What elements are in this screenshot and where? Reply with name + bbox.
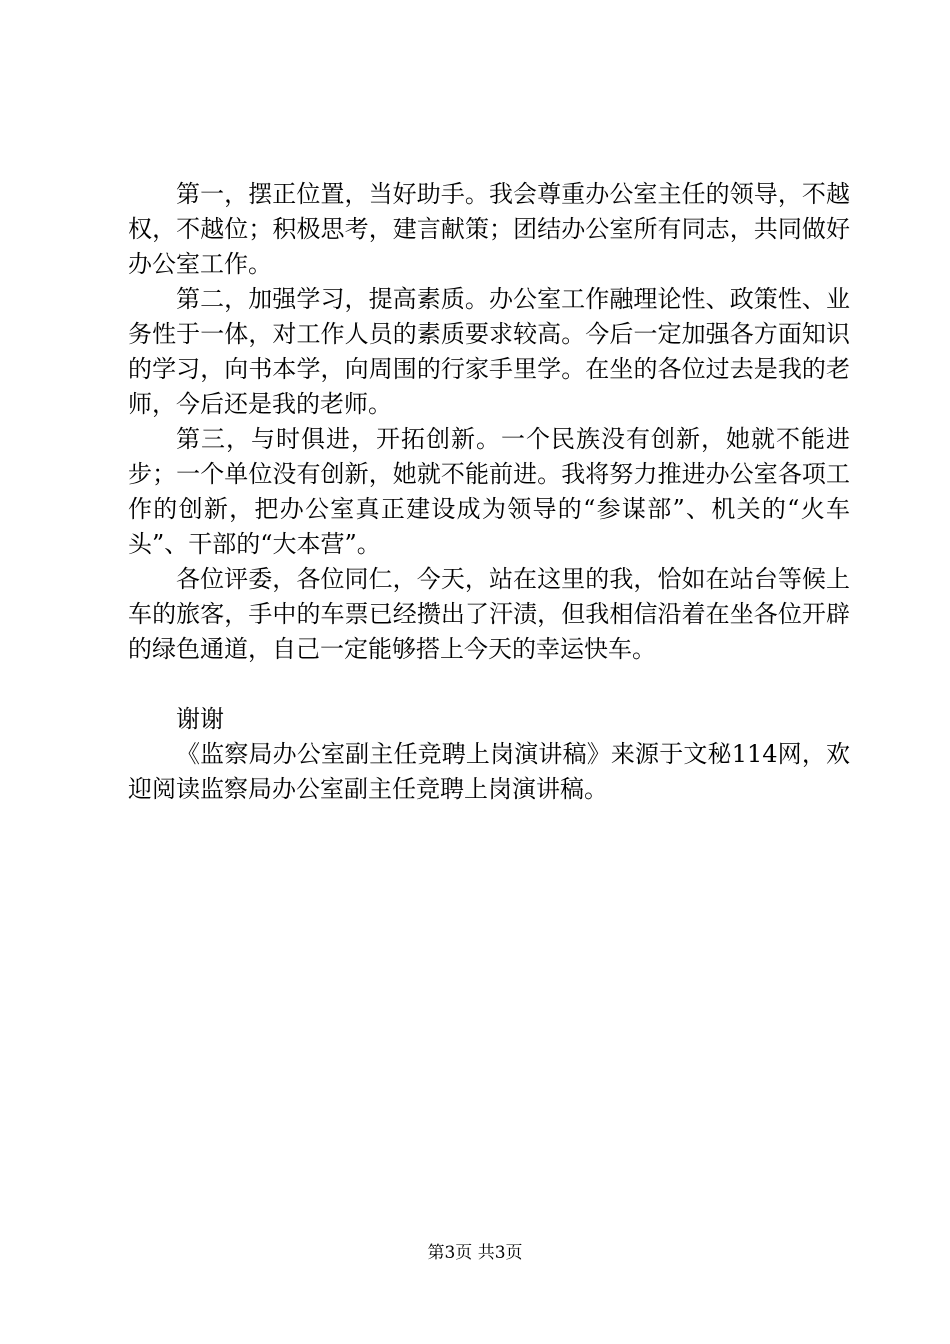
- page-number-footer: 第3页 共3页: [427, 1243, 523, 1263]
- source-note: 《监察局办公室副主任竞聘上岗演讲稿》来源于文秘114网，欢迎阅读监察局办公室副主任竞聘上岗演讲稿。: [128, 740, 850, 803]
- paragraph-second-point: 第二，加强学习，提高素质。办公室工作融理论性、政策性、业务性于一体，对工作人员的素质要求较高。今后一定加强各方面知识的学习，向书本学，向周围的行家手里学。在坐的各位过去是我的老师，今后还是我的老师。: [128, 285, 850, 418]
- blank-line: [128, 667, 850, 702]
- document-body: [128, 177, 850, 807]
- paragraph-closing: 各位评委，各位同仁，今天，站在这里的我，恰如在站台等候上车的旅客，手中的车票已经攒出了汗渍，但我相信沿着在坐各位开辟的绿色通道，自己一定能够搭上今天的幸运快车。: [128, 565, 850, 663]
- paragraph-first-point: 第一，摆正位置，当好助手。我会尊重办公室主任的领导，不越权，不越位；积极思考，建言献策；团结办公室所有同志，共同做好办公室工作。: [128, 180, 850, 278]
- thanks-text: 谢谢: [176, 705, 224, 733]
- paragraph-third-point: 第三，与时俱进，开拓创新。一个民族没有创新，她就不能进步；一个单位没有创新，她就不能前进。我将努力推进办公室各项工作的创新，把办公室真正建设成为领导的“参谋部”、机关的“火车头”、干部的“大本营”。: [128, 425, 850, 558]
